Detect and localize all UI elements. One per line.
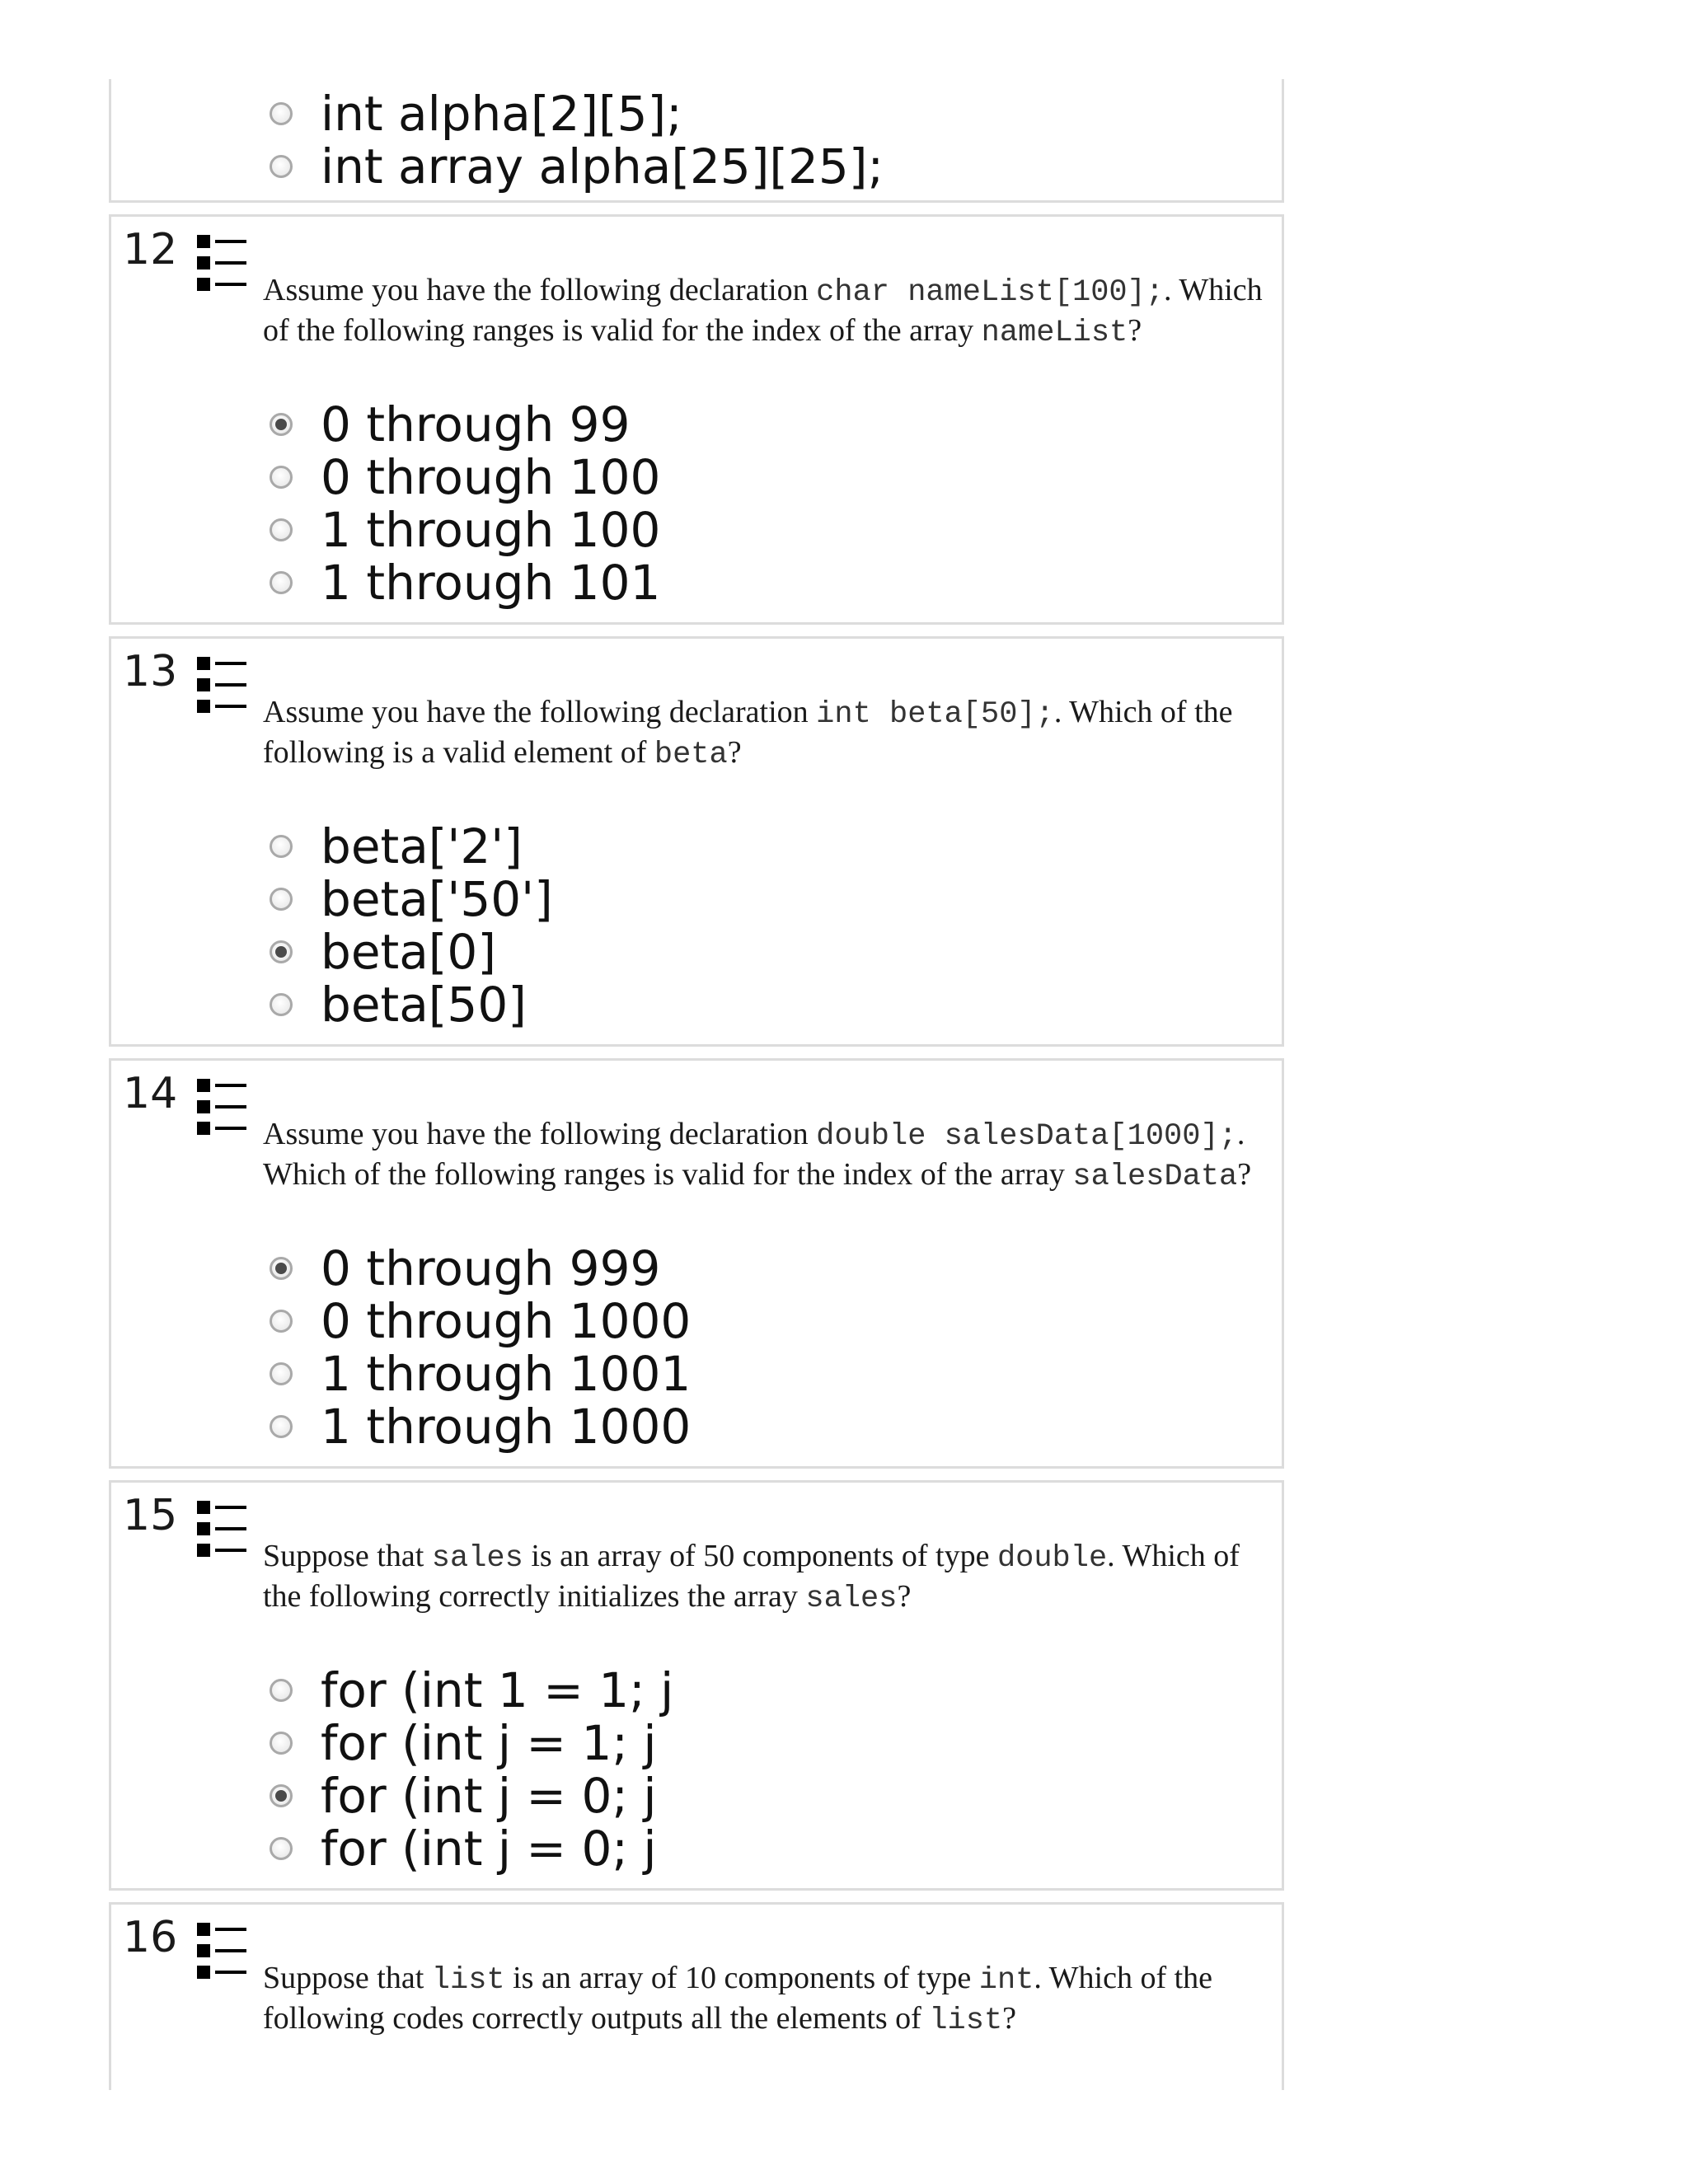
answer-option[interactable]: [270, 140, 884, 193]
question-card-15: [109, 1480, 1284, 1891]
radio-button[interactable]: [270, 835, 293, 858]
answer-option[interactable]: [270, 1664, 673, 1717]
answer-option[interactable]: [270, 1295, 691, 1347]
question-text: Assume you have the following declaration char nameList[100];. Which of the following ranges is valid for the index of the array nameList?: [263, 273, 1263, 350]
radio-button[interactable]: [270, 102, 293, 125]
answer-option[interactable]: [270, 87, 884, 140]
option-label: 0 through 1000: [321, 1293, 692, 1349]
question-card-13: [109, 636, 1284, 1047]
option-label: for (int j = 0; j: [321, 1768, 657, 1824]
question-number: 16: [123, 1913, 178, 1962]
answer-option[interactable]: [270, 1347, 691, 1400]
answer-option[interactable]: [270, 1400, 691, 1453]
list-icon[interactable]: [194, 232, 253, 294]
answer-option[interactable]: [270, 926, 553, 978]
question-card-14: [109, 1058, 1284, 1469]
answer-option[interactable]: [270, 820, 553, 873]
radio-button-selected[interactable]: [270, 413, 293, 436]
option-label: 1 through 1000: [321, 1399, 692, 1455]
answer-option[interactable]: [270, 1769, 673, 1822]
option-label: 0 through 999: [321, 1240, 661, 1296]
radio-button-selected[interactable]: [270, 1257, 293, 1280]
question-card-partial: [109, 79, 1284, 203]
answer-options: [270, 1664, 673, 1875]
radio-button-selected[interactable]: [270, 940, 293, 963]
radio-button[interactable]: [270, 1310, 293, 1333]
radio-button[interactable]: [270, 571, 293, 594]
radio-button[interactable]: [270, 518, 293, 541]
question-number: 13: [123, 647, 178, 696]
question-text: Suppose that list is an array of 10 components of type int. Which of the following codes correctly outputs all the elements of list?: [263, 1961, 1213, 2038]
question-text: Assume you have the following declaration int beta[50];. Which of the following is a valid element of beta?: [263, 695, 1233, 772]
answer-option[interactable]: [270, 1242, 691, 1295]
option-label: for (int j = 1; j: [321, 1715, 657, 1771]
question-text: Assume you have the following declaration double salesData[1000];. Which of the following ranges is valid for the index of the array salesData?: [263, 1117, 1252, 1194]
question-number: 14: [123, 1069, 178, 1118]
option-label: beta['2']: [321, 818, 523, 874]
answer-option[interactable]: [270, 504, 660, 556]
option-label: 0 through 99: [321, 396, 631, 452]
radio-button[interactable]: [270, 888, 293, 911]
answer-option[interactable]: [270, 451, 660, 504]
list-icon[interactable]: [194, 1497, 253, 1560]
radio-button[interactable]: [270, 1732, 293, 1755]
option-label: 1 through 101: [321, 555, 661, 611]
radio-button[interactable]: [270, 466, 293, 489]
option-label: int array alpha[25][25];: [321, 138, 884, 194]
radio-button[interactable]: [270, 155, 293, 178]
option-label: 0 through 100: [321, 449, 661, 505]
answer-option[interactable]: [270, 556, 660, 609]
option-label: for (int j = 0; j: [321, 1821, 657, 1877]
question-number: 12: [123, 225, 178, 274]
radio-button[interactable]: [270, 1679, 293, 1702]
question-card-16: [109, 1902, 1284, 2090]
radio-button[interactable]: [270, 1837, 293, 1860]
option-label: beta[0]: [321, 924, 496, 980]
answer-options: [270, 398, 660, 609]
list-icon[interactable]: [194, 1919, 253, 1982]
radio-button-selected[interactable]: [270, 1784, 293, 1807]
answer-option[interactable]: [270, 1717, 673, 1769]
radio-button[interactable]: [270, 1362, 293, 1385]
answer-option[interactable]: [270, 978, 553, 1031]
radio-button[interactable]: [270, 1415, 293, 1438]
list-icon[interactable]: [194, 654, 253, 716]
answer-options: [270, 820, 553, 1031]
answer-options: [270, 87, 884, 193]
answer-option[interactable]: [270, 398, 660, 451]
option-label: 1 through 100: [321, 502, 661, 558]
answer-options: [270, 1242, 691, 1453]
option-label: int alpha[2][5];: [321, 86, 682, 142]
answer-option[interactable]: [270, 1822, 673, 1875]
option-label: beta[50]: [321, 977, 527, 1033]
option-label: beta['50']: [321, 871, 553, 927]
question-text: Suppose that sales is an array of 50 components of type double. Which of the following correctly initializes the array sales?: [263, 1539, 1240, 1616]
question-card-12: [109, 214, 1284, 625]
question-number: 15: [123, 1491, 178, 1540]
answer-option[interactable]: [270, 873, 553, 926]
option-label: for (int 1 = 1; j: [321, 1662, 674, 1718]
radio-button[interactable]: [270, 993, 293, 1016]
list-icon[interactable]: [194, 1076, 253, 1138]
option-label: 1 through 1001: [321, 1346, 692, 1402]
